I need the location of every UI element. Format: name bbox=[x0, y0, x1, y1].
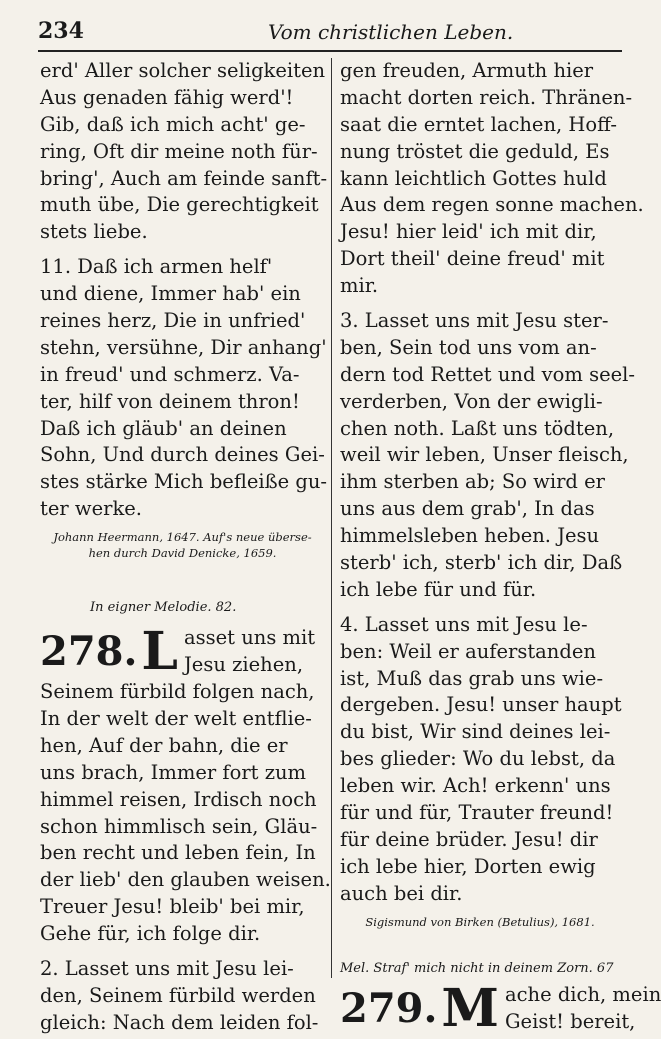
text-line: Daß ich gläub' an deinen bbox=[40, 416, 287, 440]
header-rule bbox=[38, 50, 622, 52]
verse-11 bbox=[40, 254, 328, 523]
text-line: bring', Auch am feinde sanft- bbox=[40, 166, 328, 190]
page-number: 234 bbox=[38, 18, 84, 44]
melody-note: In eigner Melodie. 82. bbox=[90, 600, 237, 616]
text-line: 2. Lasset uns mit Jesu lei- bbox=[40, 957, 294, 981]
left-column bbox=[40, 58, 331, 1037]
melody-note: Mel. Straf' mich nicht in deinem Zorn. 67 bbox=[340, 960, 614, 976]
text-line: Geist! bereit, bbox=[504, 1009, 636, 1033]
text-line: himmel reisen, Irdisch noch bbox=[40, 787, 317, 811]
text-line: ich lebe für und für. bbox=[340, 577, 537, 601]
text-line: reines herz, Die in unfried' bbox=[40, 309, 306, 333]
text-line: schon himmlisch sein, Gläu- bbox=[40, 814, 318, 838]
text-line: auch bei dir. bbox=[340, 881, 463, 905]
column-divider bbox=[331, 58, 332, 978]
text-line: ihm sterben ab; So wird er bbox=[340, 470, 605, 494]
author-attribution bbox=[40, 529, 325, 561]
text-line: Aus genaden fähig werd'! bbox=[40, 85, 294, 109]
verse-4 bbox=[340, 612, 620, 908]
text-line: Aus dem regen sonne machen. bbox=[340, 193, 644, 217]
text-line: asset uns mit bbox=[183, 626, 316, 650]
text-line: Seinem fürbild folgen nach, bbox=[40, 680, 315, 704]
text-line: leben wir. Ach! erkenn' uns bbox=[340, 774, 611, 798]
text-line: gleich: Nach dem leiden fol- bbox=[40, 1010, 319, 1034]
drop-capital: L bbox=[141, 621, 178, 683]
hymn-number: 278. bbox=[40, 628, 138, 676]
text-line: gen freuden, Armuth hier bbox=[340, 59, 594, 82]
text-line: in freud' und schmerz. Va- bbox=[40, 362, 300, 386]
text-line: uns brach, Immer fort zum bbox=[40, 760, 307, 784]
text-line: du bist, Wir sind deines lei- bbox=[340, 720, 611, 744]
text-line: stes stärke Mich befleiße gu- bbox=[40, 470, 328, 494]
text-line: chen noth. Laßt uns tödten, bbox=[340, 416, 615, 440]
running-head: Vom christlichen Leben. bbox=[268, 20, 514, 44]
text-line: ben: Weil er auferstanden bbox=[340, 639, 596, 663]
text-line: und diene, Immer hab' ein bbox=[40, 282, 301, 306]
text-line: weil wir leben, Unser fleisch, bbox=[340, 443, 629, 467]
text-line: nung tröstet die geduld, Es bbox=[340, 139, 610, 163]
text-line: muth übe, Die gerechtigkeit bbox=[40, 193, 319, 217]
attribution-line: hen durch David Denicke, 1659. bbox=[88, 546, 277, 561]
text-line: ben, Sein tod uns vom an- bbox=[340, 335, 597, 359]
verse-3 bbox=[340, 308, 635, 604]
text-line: ben recht und leben fein, In bbox=[40, 841, 316, 865]
text-line: Sohn, Und durch deines Gei- bbox=[40, 443, 325, 467]
verse-continuation bbox=[340, 58, 644, 300]
text-line: bes glieder: Wo du lebst, da bbox=[340, 747, 616, 771]
text-line: ist, Muß das grab uns wie- bbox=[340, 666, 604, 690]
text-line: den, Seinem fürbild werden bbox=[40, 983, 316, 1007]
text-line: Jesu ziehen, bbox=[183, 653, 304, 677]
right-column bbox=[340, 58, 661, 1039]
text-line: stets liebe. bbox=[40, 220, 148, 244]
text-line: macht dorten reich. Thränen- bbox=[340, 85, 633, 109]
text-line: 3. Lasset uns mit Jesu ster- bbox=[340, 309, 609, 333]
text-line: ache dich, mein bbox=[504, 982, 661, 1006]
text-line: der lieb' den glauben weisen. bbox=[40, 868, 331, 892]
hymn-opening bbox=[40, 621, 325, 683]
page-header bbox=[38, 18, 620, 48]
drop-capital: M bbox=[441, 977, 499, 1039]
text-line: Gib, daß ich mich acht' ge- bbox=[40, 112, 306, 136]
hymn-opening bbox=[340, 977, 661, 1039]
hymn-279 bbox=[340, 977, 661, 1039]
text-line: In der welt der welt entflie- bbox=[40, 707, 312, 731]
text-line: kann leichtlich Gottes huld bbox=[340, 166, 607, 190]
author-attribution: Sigismund von Birken (Betulius), 1681. bbox=[365, 914, 595, 929]
attribution-line: Johann Heermann, 1647. Auf's neue überse- bbox=[53, 530, 312, 545]
text-line: 11. Daß ich armen helf' bbox=[40, 255, 273, 279]
text-line: ter werke. bbox=[40, 497, 143, 521]
hymn-278 bbox=[40, 621, 331, 1037]
text-line: sterb' ich, sterb' ich dir, Daß bbox=[340, 551, 623, 575]
text-line: für und für, Trauter freund! bbox=[340, 801, 614, 825]
text-line: Jesu! hier leid' ich mit dir, bbox=[340, 220, 597, 244]
text-line: mir. bbox=[340, 274, 379, 298]
text-line: hen, Auf der bahn, die er bbox=[40, 733, 288, 757]
text-line: dergeben. Jesu! unser haupt bbox=[340, 693, 622, 717]
text-line: erd' Aller solcher seligkeiten bbox=[40, 59, 326, 82]
text-line: 4. Lasset uns mit Jesu le- bbox=[340, 612, 588, 636]
text-line: ter, hilf von deinem thron! bbox=[40, 389, 300, 413]
text-line: uns aus dem grab', In das bbox=[340, 497, 595, 521]
text-line: ich lebe hier, Dorten ewig bbox=[340, 854, 596, 878]
verse-continuation bbox=[40, 58, 328, 246]
text-line: saat die erntet lachen, Hoff- bbox=[340, 112, 617, 136]
text-line: ring, Oft dir meine noth für- bbox=[40, 139, 318, 163]
text-line: dern tod Rettet und vom seel- bbox=[340, 362, 635, 386]
text-line: Dort theil' deine freud' mit bbox=[340, 247, 605, 271]
hymn-number: 279. bbox=[340, 984, 438, 1032]
text-line: für deine brüder. Jesu! dir bbox=[340, 827, 598, 851]
text-line: stehn, versühne, Dir anhang' bbox=[40, 335, 327, 359]
text-line: himmelsleben heben. Jesu bbox=[340, 524, 600, 548]
text-line: verderben, Von der ewigli- bbox=[340, 389, 603, 413]
text-line: Gehe für, ich folge dir. bbox=[40, 922, 261, 946]
text-line: Treuer Jesu! bleib' bei mir, bbox=[40, 895, 305, 919]
